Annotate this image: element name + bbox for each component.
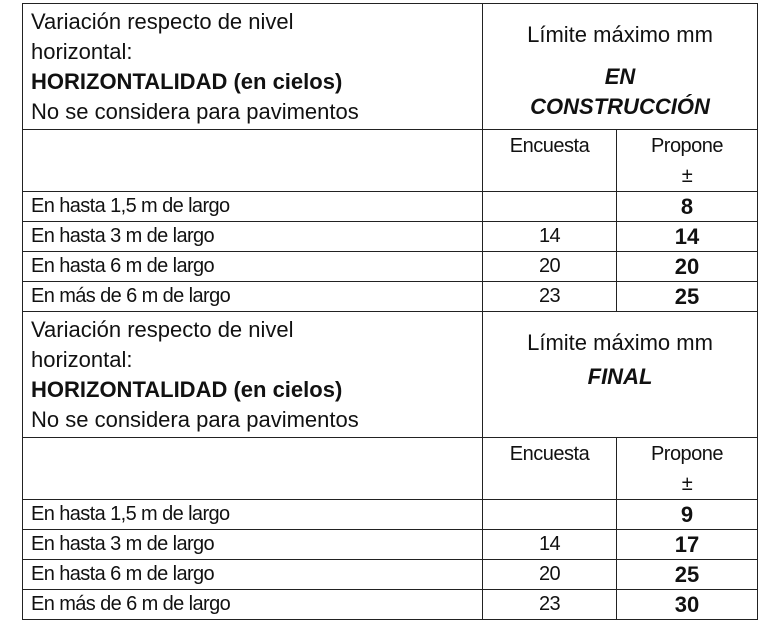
- limit-subtitle: EN: [604, 64, 636, 89]
- row-survey: 23: [483, 282, 617, 312]
- section-description: [23, 312, 483, 438]
- description-line: horizontal:: [31, 347, 133, 372]
- limit-subtitle: FINAL: [587, 364, 653, 389]
- row-propose: 20: [617, 252, 758, 282]
- section-description: [23, 4, 483, 130]
- col-propose-label: Propone: [650, 443, 724, 465]
- row-survey: 20: [483, 252, 617, 282]
- row-label: En hasta 1,5 m de largo: [23, 500, 483, 530]
- table-row: [23, 192, 758, 222]
- column-header-row: [23, 130, 758, 192]
- section-note: No se considera para pavimentos: [31, 99, 359, 124]
- section-heading: HORIZONTALIDAD (en cielos): [31, 69, 343, 94]
- row-label: En más de 6 m de largo: [23, 590, 483, 620]
- row-survey: [483, 500, 617, 530]
- row-label: En más de 6 m de largo: [23, 282, 483, 312]
- column-header-row: [23, 438, 758, 500]
- section-note: No se considera para pavimentos: [31, 407, 359, 432]
- col-survey: Encuesta: [483, 130, 617, 192]
- description-line: Variación respecto de nivel: [31, 9, 294, 34]
- col-propose-label: Propone: [650, 135, 724, 157]
- tolerance-table: [22, 3, 758, 620]
- description-line: Variación respecto de nivel: [31, 317, 294, 342]
- table-row: [23, 222, 758, 252]
- row-survey: [483, 192, 617, 222]
- section-header: [23, 312, 758, 438]
- plus-minus-symbol: ±: [681, 165, 693, 187]
- row-survey: 14: [483, 222, 617, 252]
- plus-minus-symbol: ±: [681, 473, 693, 495]
- row-survey: 20: [483, 560, 617, 590]
- row-label: En hasta 3 m de largo: [23, 530, 483, 560]
- table-row: [23, 590, 758, 620]
- limit-header: [483, 4, 758, 130]
- row-label: En hasta 6 m de largo: [23, 252, 483, 282]
- row-propose: 9: [617, 500, 758, 530]
- table-row: [23, 282, 758, 312]
- empty-cell: [23, 130, 483, 192]
- row-propose: 25: [617, 560, 758, 590]
- limit-title: Límite máximo mm: [527, 330, 713, 355]
- row-label: En hasta 6 m de largo: [23, 560, 483, 590]
- row-survey: 23: [483, 590, 617, 620]
- row-label: En hasta 3 m de largo: [23, 222, 483, 252]
- description-line: horizontal:: [31, 39, 133, 64]
- table-row: [23, 500, 758, 530]
- col-survey: Encuesta: [483, 438, 617, 500]
- table-row: [23, 560, 758, 590]
- limit-header: [483, 312, 758, 438]
- col-propose: [617, 438, 758, 500]
- row-label: En hasta 1,5 m de largo: [23, 192, 483, 222]
- section-heading: HORIZONTALIDAD (en cielos): [31, 377, 343, 402]
- row-propose: 25: [617, 282, 758, 312]
- row-propose: 8: [617, 192, 758, 222]
- limit-title: Límite máximo mm: [527, 22, 713, 47]
- table-row: [23, 252, 758, 282]
- section-header: [23, 4, 758, 130]
- limit-subtitle: CONSTRUCCIÓN: [530, 94, 710, 119]
- empty-cell: [23, 438, 483, 500]
- row-propose: 17: [617, 530, 758, 560]
- row-propose: 30: [617, 590, 758, 620]
- table-row: [23, 530, 758, 560]
- row-propose: 14: [617, 222, 758, 252]
- col-propose: [617, 130, 758, 192]
- row-survey: 14: [483, 530, 617, 560]
